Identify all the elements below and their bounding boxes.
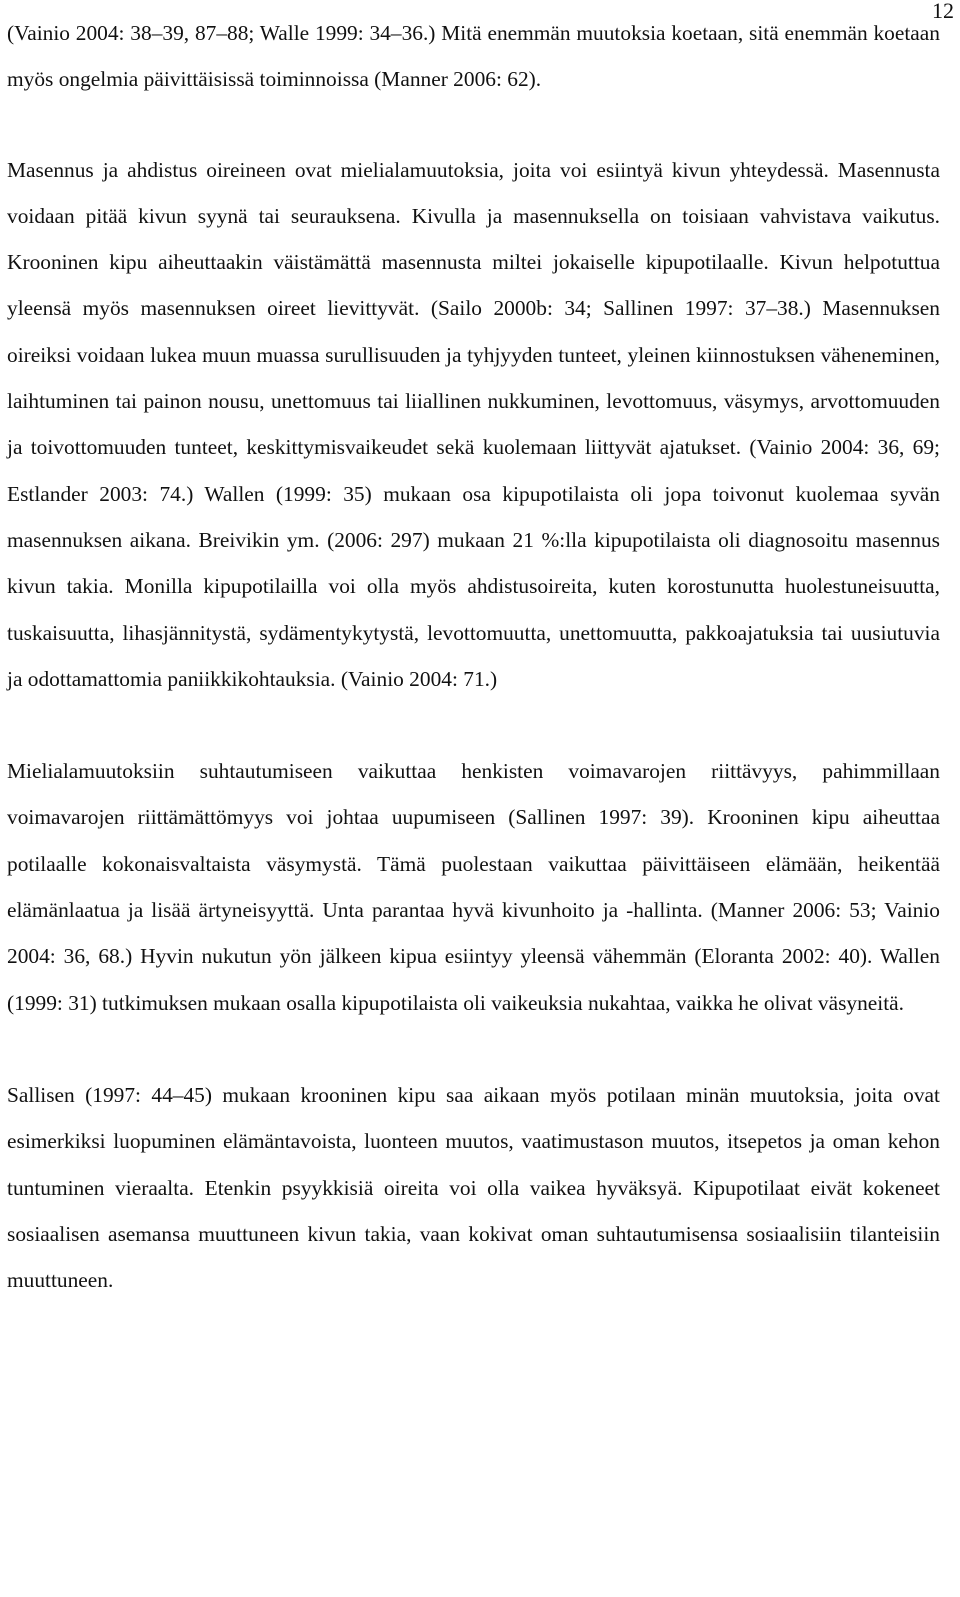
paragraph-continuation: (Vainio 2004: 38–39, 87–88; Walle 1999: 34–36.) Mitä enemmän muutoksia koetaan, sitä enemmän koetaan myös ongelmia päivittäisissä toiminnoissa (Manner 2006: 62). [7,21,940,92]
page-number: 12 [932,0,954,23]
paragraph-mental-resources: Mielialamuutoksiin suhtautumiseen vaikuttaa henkisten voimavarojen riittävyys, pahimmillaan voimavarojen riittämättömyys voi johtaa uupumiseen (Sallinen 1997: 39). Krooninen kipu aiheuttaa potilaalle kokonaisvaltaista väsymystä. Tämä puolestaan vaikuttaa päivittäiseen elämään, heikentää elämänlaatua ja lisää ärtyneisyyttä. Unta parantaa hyvä kivunhoito ja -hallinta. (Manner 2006: 53; Vainio 2004: 36, 68.) Hyvin nukutun yön jälkeen kipua esiintyy yleensä vähemmän (Eloranta 2002: 40). Wallen (1999: 31) tutkimuksen mukaan osalla kipupotilaista oli vaikeuksia nukahtaa, vaikka he olivat väsyneitä. [7,759,940,1015]
document-body [7,10,940,1303]
paragraph-self-changes: Sallisen (1997: 44–45) mukaan krooninen kipu saa aikaan myös potilaan minän muutoksia, joita ovat esimerkiksi luopuminen elämäntavoista, luonteen muutos, vaatimustason muutos, itsepetos ja oman kehon tuntuminen vieraalta. Etenkin psyykkisiä oireita voi olla vaikea hyväksyä. Kipupotilaat eivät kokeneet sosiaalisen asemansa muuttuneen kivun takia, vaan kokivat oman suhtautumisensa sosiaalisiin tilanteisiin muuttuneen. [7,1082,940,1293]
paragraph-depression-anxiety: Masennus ja ahdistus oireineen ovat mielialamuutoksia, joita voi esiintyä kivun yhteydessä. Masennusta voidaan pitää kivun syynä tai seurauksena. Kivulla ja masennuksella on toisiaan vahvistava vaikutus. Krooninen kipu aiheuttaakin väistämättä masennusta miltei jokaiselle kipupotilaalle. Kivun helpotuttua yleensä myös masennuksen oireet lievittyvät. (Sailo 2000b: 34; Sallinen 1997: 37–38.) Masennuksen oireiksi voidaan lukea muun muassa surullisuuden ja tyhjyyden tunteet, yleinen kiinnostuksen väheneminen, laihtuminen tai painon nousu, unettomuus tai liiallinen nukkuminen, levottomuus, väsymys, arvottomuuden ja toivottomuuden tunteet, keskittymisvaikeudet sekä kuolemaan liittyvät ajatukset. (Vainio 2004: 36, 69; Estlander 2003: 74.) Wallen (1999: 35) mukaan osa kipupotilaista oli jopa toivonut kuolemaa syvän masennuksen aikana. Breivikin ym. (2006: 297) mukaan 21 %:lla kipupotilaista oli diagnosoitu masennus kivun takia. Monilla kipupotilailla voi olla myös ahdistusoireita, kuten korostunutta huolestuneisuutta, tuskaisuutta, lihasjännitystä, sydämentykytystä, levottomuutta, unettomuutta, pakkoajatuksia tai uusiutuvia ja odottamattomia paniikkikohtauksia. (Vainio 2004: 71.) [7,157,940,691]
